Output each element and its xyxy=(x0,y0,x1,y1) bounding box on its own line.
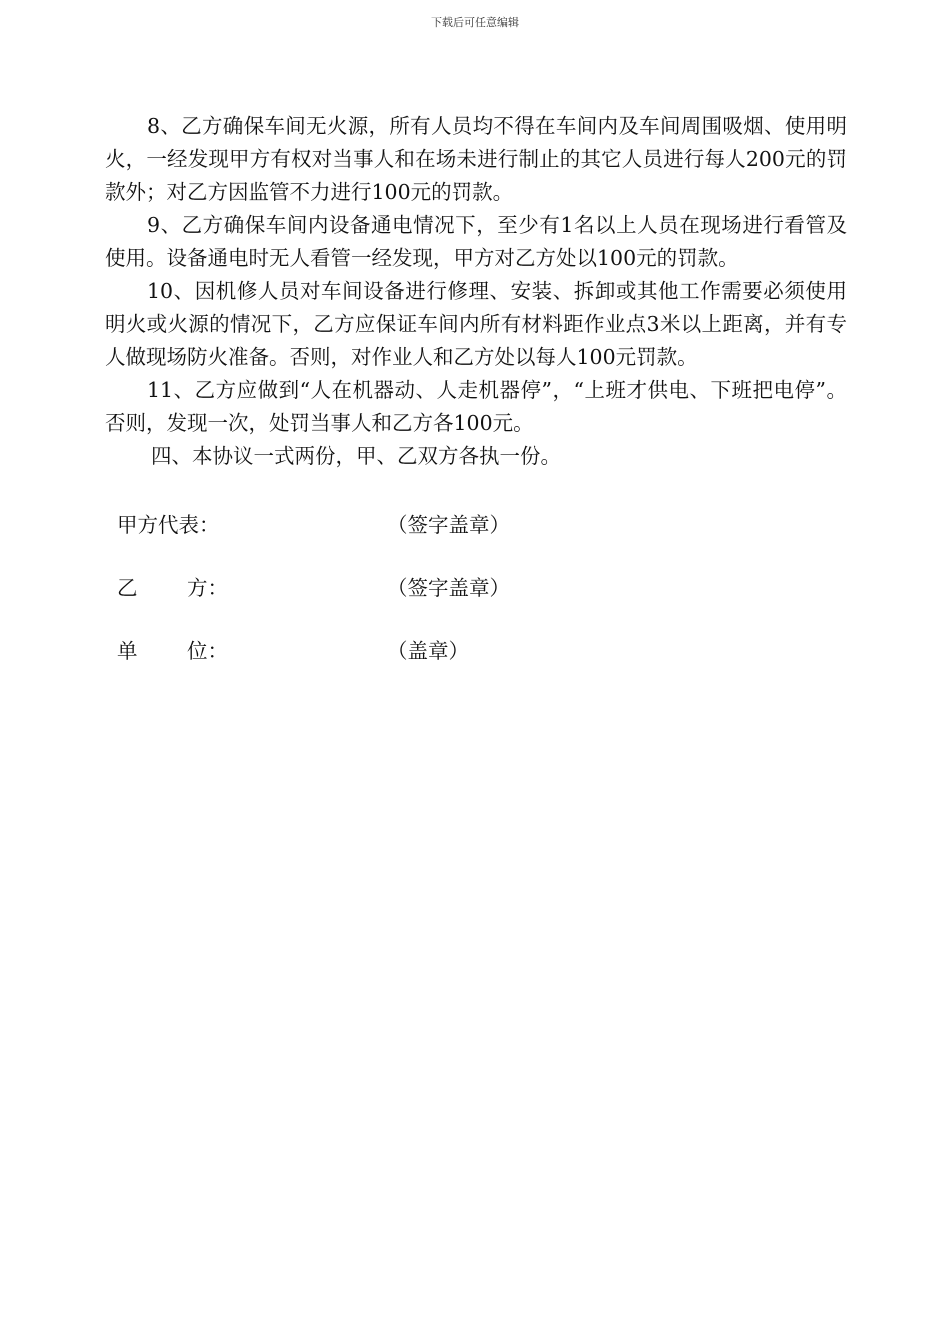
party-b-label-first: 乙 xyxy=(117,576,138,600)
unit-note xyxy=(387,634,469,664)
signature-row-unit xyxy=(117,634,617,697)
party-a-label: 甲方代表： xyxy=(117,513,220,537)
closing-clause: 四、本协议一式两份，甲、乙双方各执一份。 xyxy=(151,444,561,468)
clause-9: 9、乙方确保车间内设备通电情况下，至少有1名以上人员在现场进行看管及使用。设备通电时无人看管一经发现，甲方对乙方处以100元的罚款。 xyxy=(105,213,847,270)
signature-row-party-a xyxy=(117,508,617,571)
clause-11: 11、乙方应做到“人在机器动、人走机器停”，“上班才供电、下班把电停”。否则，发现一次，处罚当事人和乙方各100元。 xyxy=(105,378,847,435)
signature-block xyxy=(117,508,617,697)
party-a-note: （签字盖章） xyxy=(387,513,510,537)
unit-note-first: （盖 xyxy=(387,639,428,663)
party-b-label xyxy=(117,571,228,601)
party-b-label-second: 方： xyxy=(187,576,228,600)
unit-note-second: 章） xyxy=(428,639,469,663)
signature-row-party-b xyxy=(117,571,617,634)
clause-10: 10、因机修人员对车间设备进行修理、安装、拆卸或其他工作需要必须使用明火或火源的情况下，乙方应保证车间内所有材料距作业点3米以上距离，并有专人做现场防火准备。否则，对作业人和乙方处以每人100元罚款。 xyxy=(105,279,847,369)
unit-label-second: 位： xyxy=(187,639,228,663)
unit-label xyxy=(117,634,228,664)
party-b-note: （签字盖章） xyxy=(387,576,510,600)
agreement-body xyxy=(105,110,847,473)
clause-8: 8、乙方确保车间无火源，所有人员均不得在车间内及车间周围吸烟、使用明火，一经发现甲方有权对当事人和在场未进行制止的其它人员进行每人200元的罚款外；对乙方因监管不力进行100元的罚款。 xyxy=(105,114,847,204)
unit-label-first: 单 xyxy=(117,639,138,663)
page-header: 下载后可任意编辑 xyxy=(431,16,519,29)
